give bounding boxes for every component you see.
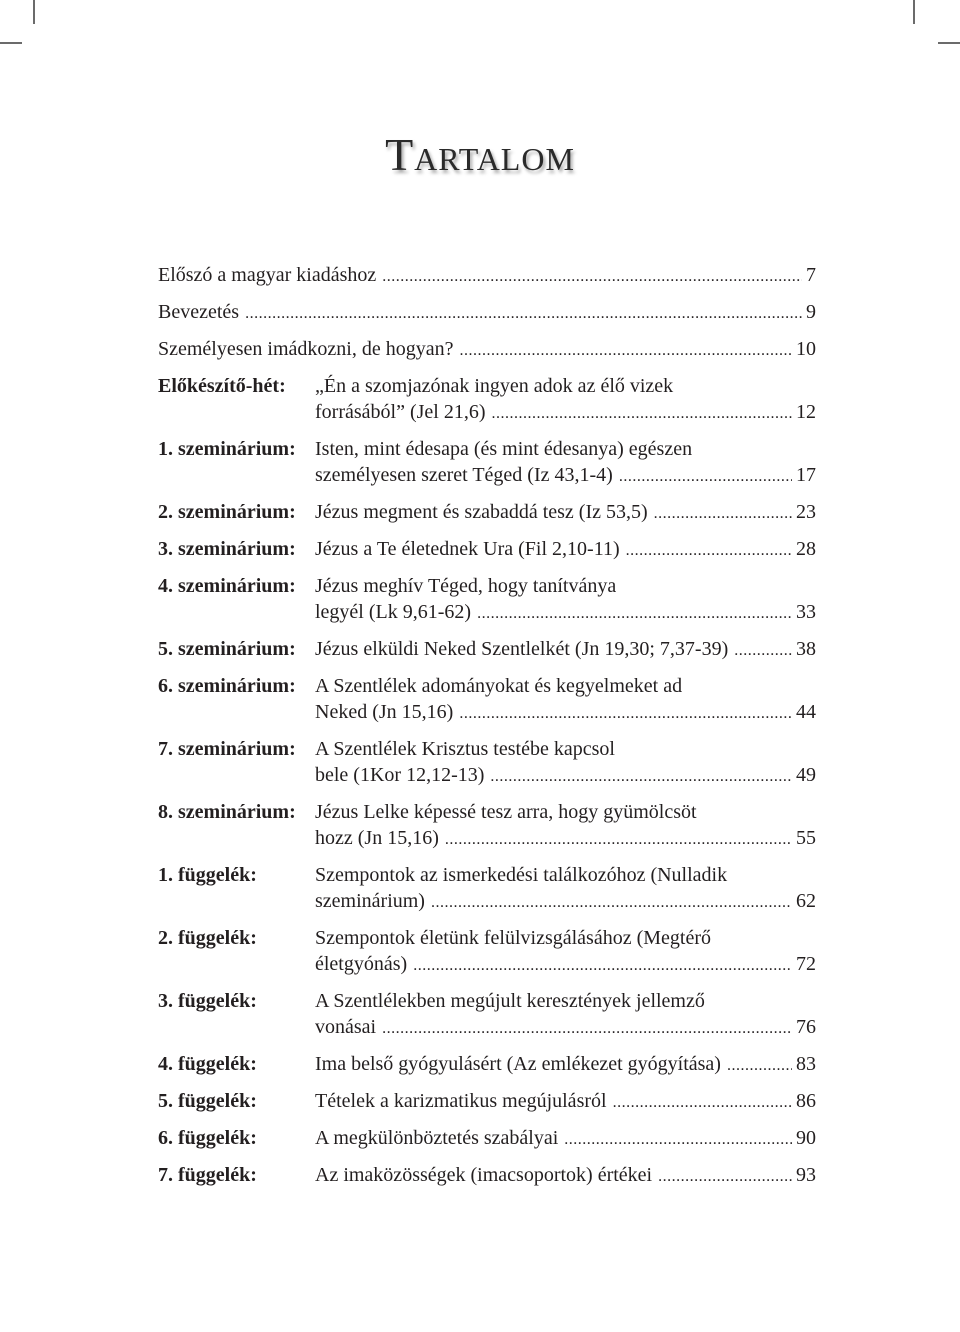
toc-entry-line [315, 736, 816, 762]
toc-entry-line [315, 1014, 816, 1042]
toc-entry-text: Tételek a karizmatikus megújulásról [315, 1090, 607, 1112]
dot-leader [564, 1127, 792, 1153]
toc-entry-label: 3. függelék: [158, 990, 257, 1012]
toc-entry-body [315, 436, 816, 490]
dot-leader [734, 638, 792, 664]
toc-page-number: 76 [796, 1016, 816, 1038]
toc-entry-line [315, 699, 816, 727]
toc-page-number: 72 [796, 953, 816, 975]
toc-entry-label: 6. szeminárium: [158, 675, 296, 697]
toc-entry [158, 1088, 816, 1116]
toc-entry-text: Bevezetés [158, 301, 240, 323]
toc-entry [158, 862, 816, 916]
toc-entry [158, 1125, 816, 1153]
toc-page-number: 86 [796, 1090, 816, 1112]
toc-entry-text: Szempontok az ismerkedési találkozóhoz (Nulladik [315, 864, 728, 886]
toc-entry [158, 636, 816, 664]
toc-page-number: 17 [796, 464, 816, 486]
toc-entry-line [315, 673, 816, 699]
toc-entry-line [315, 888, 816, 916]
toc-page-number: 7 [806, 264, 816, 286]
toc-entry-label: 7. függelék: [158, 1164, 257, 1186]
dot-leader [658, 1164, 792, 1190]
toc-entry-text: hozz (Jn 15,16) [315, 827, 439, 849]
toc-entry-text: Előszó a magyar kiadáshoz [158, 264, 377, 286]
toc-entry-body [315, 499, 816, 527]
toc-entry-line [315, 1051, 816, 1079]
toc-entry-line [315, 636, 816, 664]
toc-entry-line [315, 599, 816, 627]
toc-entry-label: 6. függelék: [158, 1127, 257, 1149]
toc-entry-line [315, 951, 816, 979]
toc-entry-text: életgyónás) [315, 953, 408, 975]
toc-page-number: 9 [806, 301, 816, 323]
toc-entry-body [315, 373, 816, 427]
toc-entry-label: 7. szeminárium: [158, 738, 296, 760]
toc-page-number: 23 [796, 501, 816, 523]
toc-entry-label: Előkészítő-hét: [158, 375, 286, 397]
toc-entry [158, 262, 816, 290]
toc-entry-text: vonásai [315, 1016, 377, 1038]
dot-leader [492, 401, 793, 427]
toc-entry-label: 3. szeminárium: [158, 538, 296, 560]
toc-entry [158, 536, 816, 564]
toc-entry-label: 4. szeminárium: [158, 575, 296, 597]
toc-entry-label: 5. függelék: [158, 1090, 257, 1112]
toc-entry-body [315, 799, 816, 853]
toc-entry-text: A Szentlélek Krisztus testébe kapcsol [315, 738, 615, 760]
toc-entry-label: 4. függelék: [158, 1053, 257, 1075]
toc-entry-text: személyesen szeret Téged (Iz 43,1-4) [315, 464, 613, 486]
toc-page-number: 10 [796, 338, 816, 360]
toc-entry-text: A Szentlélek adományokat és kegyelmeket ad [315, 675, 683, 697]
toc-entry-text: Jézus megment és szabaddá tesz (Iz 53,5) [315, 501, 648, 523]
toc-entry-label: 1. szeminárium: [158, 438, 296, 460]
toc-entry-label: 2. szeminárium: [158, 501, 296, 523]
toc-entry-text: Neked (Jn 15,16) [315, 701, 454, 723]
toc-entry-body [315, 925, 816, 979]
toc-entry-line [315, 536, 816, 564]
dot-leader [245, 301, 802, 327]
toc-entry-text: Az imaközösségek (imacsoportok) értékei [315, 1164, 653, 1186]
toc-page-number: 12 [796, 401, 816, 423]
toc-page-number: 33 [796, 601, 816, 623]
toc-page-number: 93 [796, 1164, 816, 1186]
toc-entry-line [315, 799, 816, 825]
toc-entry [158, 299, 816, 327]
toc-page-number: 62 [796, 890, 816, 912]
toc-entry-body [315, 1051, 816, 1079]
toc-entry [158, 799, 816, 853]
toc-entry-text: Személyesen imádkozni, de hogyan? [158, 338, 454, 360]
dot-leader [382, 1016, 792, 1042]
toc-page-number: 44 [796, 701, 816, 723]
toc-entry [158, 373, 816, 427]
toc-entry-label: 5. szeminárium: [158, 638, 296, 660]
toc-entry-text: Ima belső gyógyulásért (Az emlékezet gyógyítása) [315, 1053, 721, 1075]
toc-page-number: 49 [796, 764, 816, 786]
toc-entry-text: Isten, mint édesapa (és mint édesanya) egészen [315, 438, 693, 460]
toc-entry-text: Jézus a Te életednek Ura (Fil 2,10-11) [315, 538, 620, 560]
toc-entry [158, 925, 816, 979]
toc-entry [158, 988, 816, 1042]
toc-entry-line [315, 862, 816, 888]
crop-mark-left-top [0, 42, 22, 44]
toc-entry-body [315, 988, 816, 1042]
toc-entry-line [315, 925, 816, 951]
toc-entry-label: 1. függelék: [158, 864, 257, 886]
toc-entry [158, 1162, 816, 1190]
dot-leader [613, 1090, 792, 1116]
table-of-contents [158, 262, 816, 1199]
dot-leader [619, 464, 792, 490]
toc-entry [158, 499, 816, 527]
toc-entry-label: 2. függelék: [158, 927, 257, 949]
toc-entry-line [315, 462, 816, 490]
toc-entry-body [315, 536, 816, 564]
toc-entry-text: legyél (Lk 9,61-62) [315, 601, 472, 623]
crop-mark-top-left [33, 0, 35, 24]
dot-leader [459, 338, 792, 364]
dot-leader [413, 953, 792, 979]
page-title: Tartalom [385, 129, 575, 180]
toc-entry [158, 673, 816, 727]
toc-entry-text: bele (1Kor 12,12-13) [315, 764, 485, 786]
toc-entry-text: Jézus meghív Téged, hogy tanítványa [315, 575, 617, 597]
toc-entry-line [315, 1088, 816, 1116]
crop-mark-top-right [913, 0, 915, 24]
toc-entry-body [315, 673, 816, 727]
toc-entry-text: Szempontok életünk felülvizsgálásához (Megtérő [315, 927, 711, 949]
dot-leader [626, 538, 792, 564]
toc-entry [158, 1051, 816, 1079]
toc-entry [158, 573, 816, 627]
dot-leader [445, 827, 792, 853]
dot-leader [382, 264, 802, 290]
toc-entry-text: forrásából” (Jel 21,6) [315, 401, 486, 423]
toc-page-number: 90 [796, 1127, 816, 1149]
toc-entry-line [315, 1162, 816, 1190]
toc-entry-line [315, 573, 816, 599]
toc-entry-body [315, 636, 816, 664]
toc-entry [158, 436, 816, 490]
toc-entry-body [315, 736, 816, 790]
toc-entry-line [315, 399, 816, 427]
toc-entry-body [315, 1088, 816, 1116]
toc-page-number: 28 [796, 538, 816, 560]
toc-entry [158, 336, 816, 364]
toc-entry-label: 8. szeminárium: [158, 801, 296, 823]
dot-leader [459, 701, 792, 727]
toc-entry-line [315, 988, 816, 1014]
dot-leader [477, 601, 792, 627]
toc-page-number: 83 [796, 1053, 816, 1075]
toc-entry-line [315, 373, 816, 399]
toc-entry-text: A Szentlélekben megújult keresztények jellemző [315, 990, 705, 1012]
toc-entry-line [315, 499, 816, 527]
toc-entry-body [315, 573, 816, 627]
dot-leader [654, 501, 792, 527]
toc-entry-text: A megkülönböztetés szabályai [315, 1127, 559, 1149]
dot-leader [431, 890, 792, 916]
toc-entry-text: szeminárium) [315, 890, 425, 912]
toc-entry-text: Jézus Lelke képessé tesz arra, hogy gyümölcsöt [315, 801, 697, 823]
toc-entry-line [315, 1125, 816, 1153]
toc-entry-text: Jézus elküldi Neked Szentlelkét (Jn 19,30; 7,37-39) [315, 638, 729, 660]
dot-leader [490, 764, 792, 790]
dot-leader [727, 1053, 792, 1079]
toc-entry-line [315, 762, 816, 790]
toc-entry-body [315, 1125, 816, 1153]
toc-page-number: 38 [796, 638, 816, 660]
toc-entry-text: „Én a szomjazónak ingyen adok az élő vizek [315, 375, 674, 397]
toc-entry-line [315, 436, 816, 462]
toc-entry-body [315, 862, 816, 916]
toc-page-number: 55 [796, 827, 816, 849]
toc-entry-body [315, 1162, 816, 1190]
crop-mark-right-top [938, 42, 960, 44]
toc-entry-line [315, 825, 816, 853]
toc-entry [158, 736, 816, 790]
